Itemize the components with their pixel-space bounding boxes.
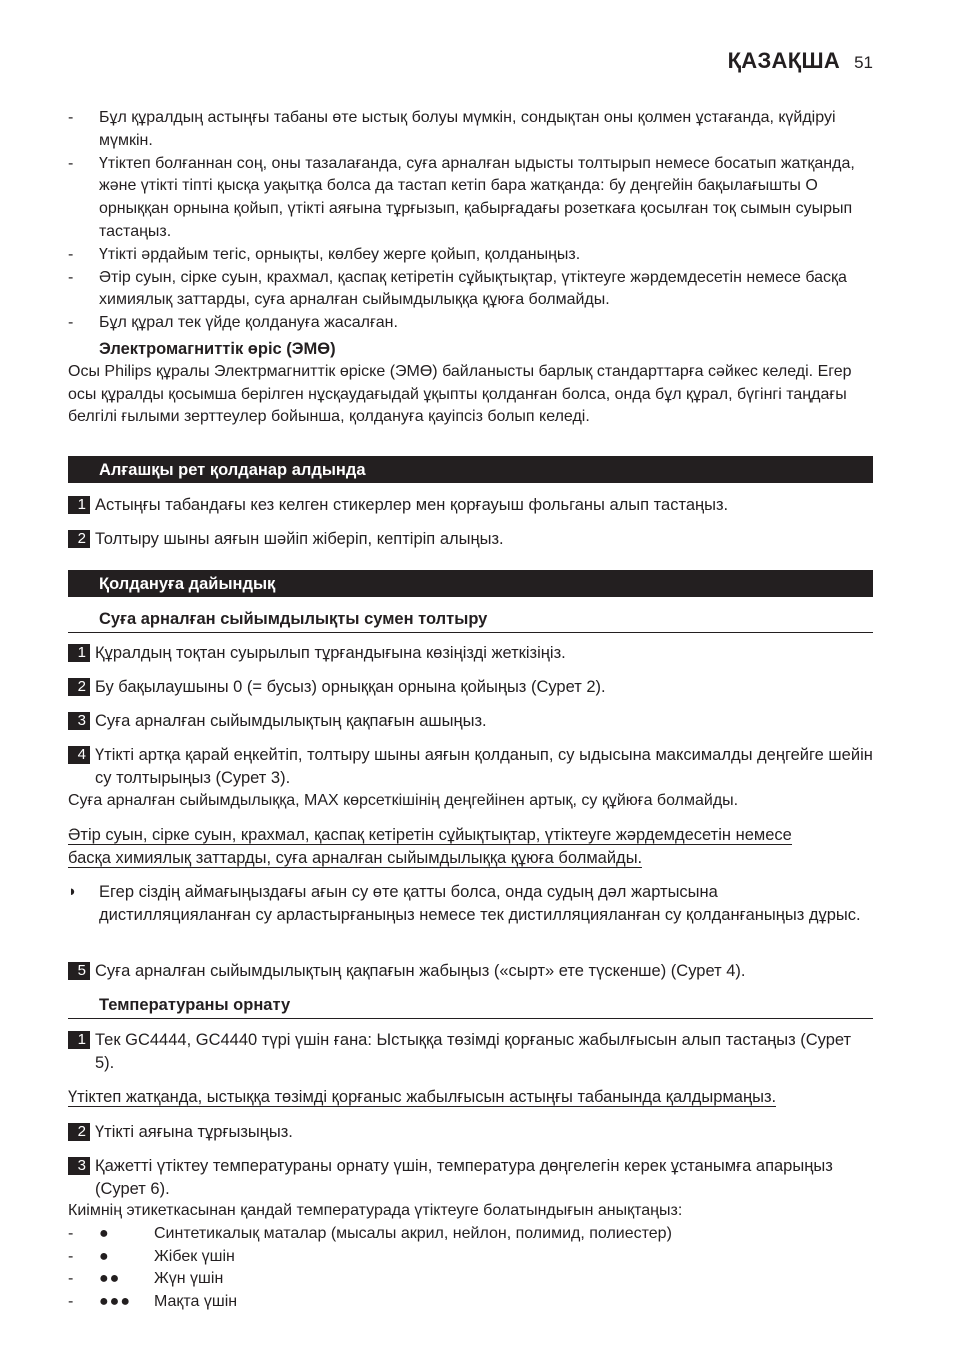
- fabric-item: - ● Жібек үшін: [68, 1246, 873, 1269]
- temperature-dots-icon: ●: [99, 1224, 110, 1242]
- step-item: 2 Бу бақылаушыны 0 (= бусыз) орныққан орнына қойыңыз (Сурет 2).: [68, 676, 873, 699]
- warning-item: - Бұл құрал тек үйде қолдануға жасалған.: [68, 314, 398, 332]
- step-item: 1 Тек GC4444, GC4440 түрі үшін ғана: Ыстыққа төзімді қорғаныс жабылғысын алып тастаңыз (Сурет 5).: [68, 1029, 873, 1075]
- subsection-temperature: Температураны орнату: [68, 994, 873, 1019]
- language-label: ҚАЗАҚША: [727, 48, 841, 73]
- emf-heading: Электромагниттік өріс (ЭМӨ): [99, 339, 336, 358]
- warning-item: - Үтікті әрдайым тегіс, орнықты, көлбеу жерге қойып, қолданыңыз.: [68, 245, 581, 263]
- page-number: 51: [854, 53, 873, 72]
- hard-water-tip: ◗ Егер сіздің аймағыңыздағы ағын су өте қатты болса, онда судың дәл жартысына дистилляцияланған су арластырғаныңыз немесе тек дистилляцияланған су қолданғаныңыз дұрыс.: [68, 881, 873, 927]
- emf-text: Осы Philips құралы Электрмагниттік өріске (ЭМӨ) байланысты барлық стандарттарға сәйкес келеді. Егер осы құралды қосымша берілген нұсқаудағыдай ұқыпты қолданған болса, онда бұл құрал, бүгінгі таңдағы белгілі ғылыми зерттеулер бойынша, қолдануға қауіпсіз болып келеді.: [68, 362, 852, 426]
- fabric-item: - ●●● Мақта үшін: [68, 1291, 873, 1314]
- section-first-use: Алғашқы рет қолданар алдында: [68, 456, 873, 483]
- step-item: 1 Құралдың тоқтан суырылып тұрғандығына көзіңізді жеткізіңіз.: [68, 642, 873, 665]
- step-item: 5 Суға арналған сыйымдылықтың қақпағын жабыңыз («сырт» ете түскенше) (Сурет 4).: [68, 960, 873, 983]
- step-item: 1 Астыңғы табандағы кез келген стикерлер мен қорғауыш фольганы алып тастаңыз.: [68, 494, 873, 517]
- max-note: Суға арналған сыйымдылыққа, MAX көрсеткішінің деңгейінен артық, су құйюға болмайды.: [68, 792, 739, 809]
- fabric-list: [68, 1200, 873, 1314]
- fabric-item: - ● Синтетикалық маталар (мысалы акрил, нейлон, полимид, полиестер): [68, 1223, 873, 1246]
- step-item: 3 Суға арналған сыйымдылықтың қақпағын ашыңыз.: [68, 710, 873, 733]
- warning-item: - Үтіктеп болғаннан соң, оны тазалағанда, суға арналған ыдысты толтырып немесе босатып жатқанда, және үтікті тіпті қысқа уақытқа болса да тастап кетіп бара жатқанда: бу деңгейін бақылағышты O орныққан орнына қойып, үтікті аяғына тұрғызып, қабырғадағы розеткаға қосылған тоқ сымын суырып тастаңыз.: [68, 154, 855, 240]
- step-item: 4 Үтікті артқа қарай еңкейтіп, толтыру шыны аяғын қолданып, су ыдысына максималды деңгейге шейін су толтырыңыз (Сурет 3).: [68, 744, 873, 790]
- step-item: 2 Толтыру шыны аяғын шәйіп жіберіп, кептіріп алыңыз.: [68, 528, 873, 551]
- fabric-item: - ●● Жүн үшін: [68, 1268, 873, 1291]
- temperature-dots-icon: ●: [99, 1247, 110, 1265]
- step-item: 3 Қажетті үтіктеу температураны орнату үшін, температура дөңгелегін керек ұстанымға апарыңыз (Сурет 6).: [68, 1155, 873, 1201]
- page-header: [728, 48, 873, 74]
- label-note: Киімнің этикеткасынан қандай температурада үтіктеуге болатындығын анықтаңыз:: [68, 1202, 683, 1219]
- subsection-fill-water: Суға арналған сыйымдылықты сумен толтыру: [68, 608, 873, 633]
- heat-cover-warning: Үтіктеп жатқанда, ыстыққа төзімді қорғаныс жабылғысын астыңғы табанында қалдырмаңыз.: [68, 1088, 777, 1106]
- warning-item: - Бұл құралдың астыңғы табаны өте ыстық болуы мүмкін, сондықтан оны қолмен ұстағанда, күйдіруі мүмкін.: [68, 109, 836, 149]
- chemicals-warning: Әтір суын, сірке суын, крахмал, қаспақ кетіретін сұйықтықтар, үтіктеуге жәрдемдесетін немесе басқа химиялық заттарды, суға арналған сыйымдылыққа құюға болмайды.: [68, 826, 792, 867]
- warning-list: [68, 107, 873, 429]
- temperature-dots-icon: ●●●: [99, 1293, 131, 1311]
- section-preparation: Қолдануға дайындық: [68, 570, 873, 597]
- bullet-triangle-icon: ◗: [68, 883, 78, 900]
- step-item: 2 Үтікті аяғына тұрғызыңыз.: [68, 1121, 873, 1144]
- temperature-dots-icon: ●●: [99, 1270, 121, 1288]
- warning-item: - Әтір суын, сірке суын, крахмал, қаспақ кетіретін сұйықтықтар, үтіктеуге жәрдемдесетін немесе басқа химиялық заттарды, суға арналған сыйымдылыққа құюға болмайды.: [68, 268, 847, 309]
